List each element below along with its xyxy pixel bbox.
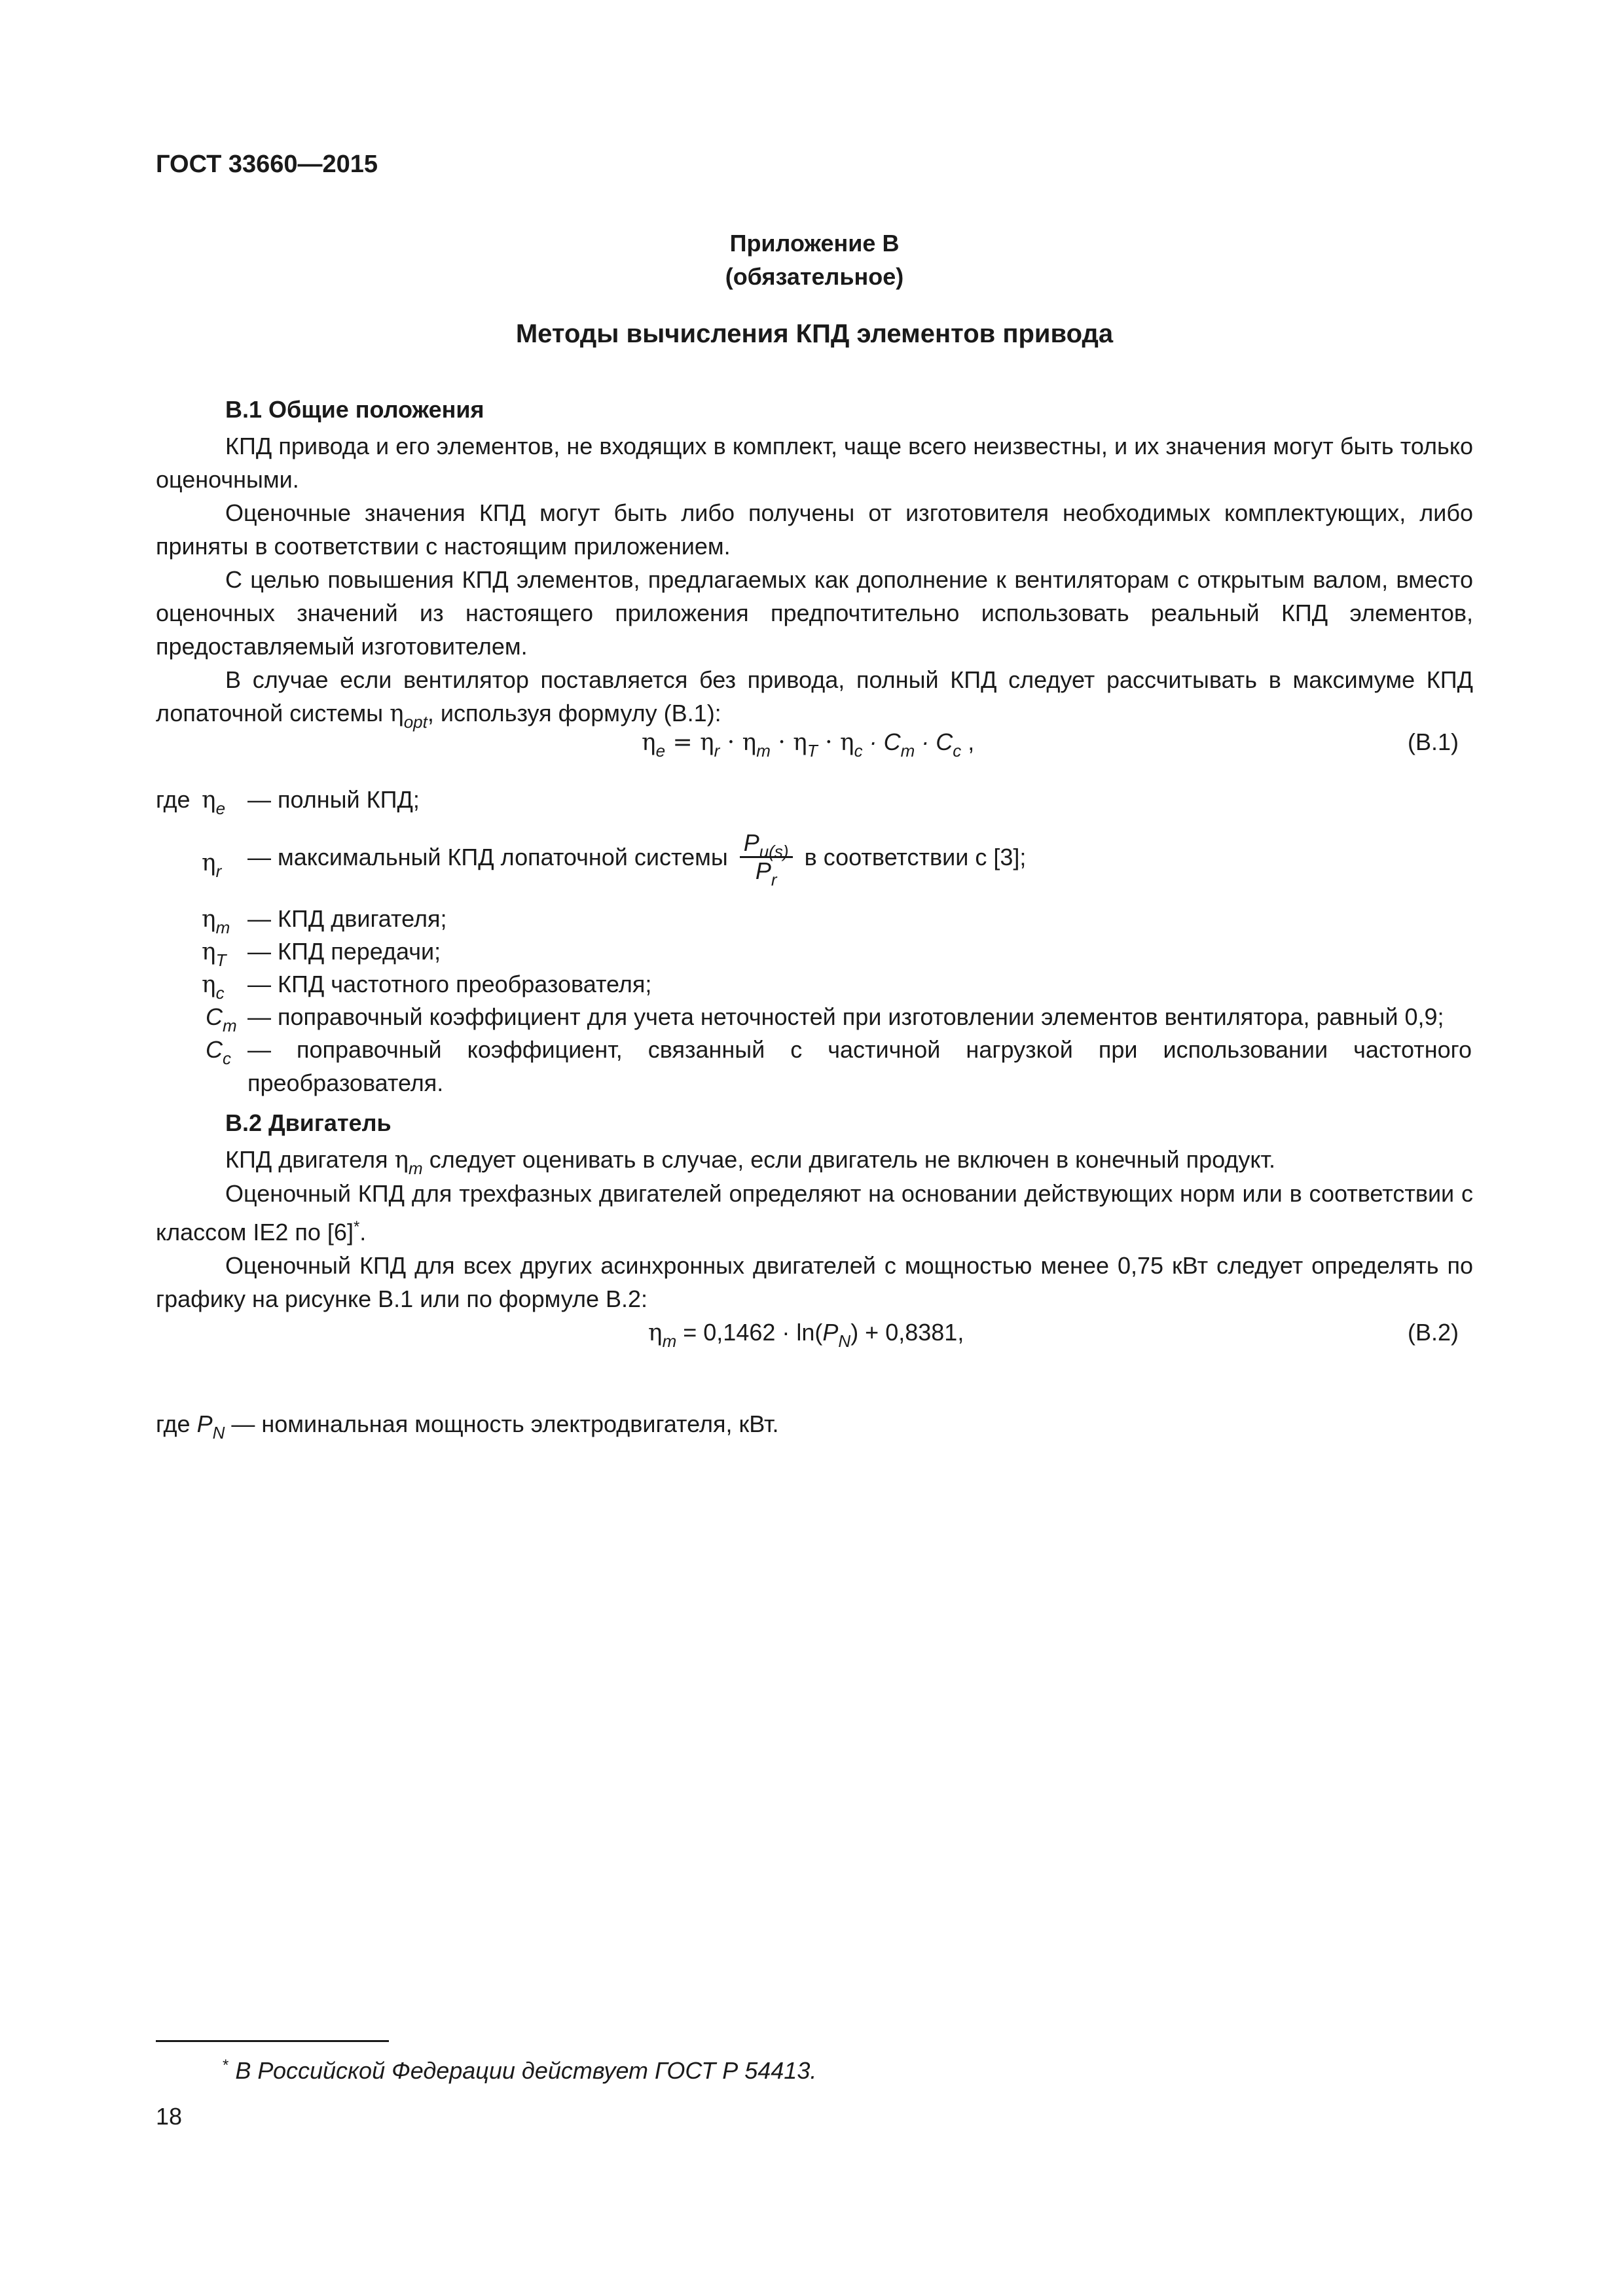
subscript: m bbox=[756, 741, 771, 761]
subscript: opt bbox=[403, 712, 428, 732]
paragraph-text: В случае если вентилятор поставляется без привода, полный КПД следует рассчитывать в максимуме КПД лопаточной системы bbox=[156, 666, 1473, 726]
eta-symbol: η bbox=[202, 850, 216, 876]
footnote-mark: * bbox=[353, 1218, 360, 1236]
eta-symbol: η bbox=[394, 1147, 409, 1174]
formula-b2-number: (В.2) bbox=[1408, 1319, 1459, 1346]
definition-text: — КПД частотного преобразователя; bbox=[247, 971, 652, 997]
subscript: T bbox=[807, 741, 818, 761]
formula-b1 bbox=[642, 725, 974, 759]
subscript: r bbox=[215, 861, 222, 881]
page-number: 18 bbox=[156, 2103, 183, 2130]
subscript: m bbox=[900, 741, 915, 761]
subscript: e bbox=[655, 741, 666, 761]
symbol: C bbox=[206, 1003, 223, 1030]
formula-part: · C bbox=[862, 728, 901, 755]
symbol: P bbox=[743, 829, 759, 856]
definition-row bbox=[156, 1407, 779, 1441]
subscript: N bbox=[838, 1331, 851, 1351]
subscript: c bbox=[223, 1049, 231, 1068]
paragraph-text: Оценочный КПД для трехфазных двигателей определяют на основании действующих норм или в соответствии с классом IE2 по [6] bbox=[156, 1180, 1473, 1246]
subscript: m bbox=[215, 918, 230, 937]
definition-text-part: — максимальный КПД лопаточной системы bbox=[247, 844, 728, 870]
definition-text: — КПД передачи; bbox=[247, 938, 441, 965]
definition-text-part: в соответствии с [3]; bbox=[804, 844, 1027, 870]
formula-b2 bbox=[648, 1316, 964, 1350]
formula-part: · η bbox=[817, 729, 854, 756]
subscript: m bbox=[662, 1331, 677, 1351]
document-id: ГОСТ 33660—2015 bbox=[156, 151, 378, 178]
formula-part: = η bbox=[665, 729, 714, 756]
paragraph: Оценочный КПД для всех других асинхронных двигателей с мощностью менее 0,75 кВт следует определять по графику на рисунке В.1 или по формуле В.2: bbox=[156, 1252, 1473, 1312]
section-b2-body bbox=[156, 1143, 1473, 1316]
subscript: N bbox=[212, 1423, 225, 1443]
formula-part: = 0,1462 · ln( bbox=[676, 1319, 823, 1346]
definition-symbol bbox=[202, 783, 225, 817]
footnote-mark: * bbox=[223, 2056, 229, 2074]
definition-symbol bbox=[206, 1033, 231, 1066]
definition-text: — полный КПД; bbox=[247, 786, 420, 813]
paragraph: КПД привода и его элементов, не входящих в комплект, чаще всего неизвестны, и их значения могут быть только оценочными. bbox=[156, 433, 1473, 493]
appendix-title: Приложение В bbox=[729, 230, 900, 257]
fraction bbox=[740, 829, 793, 889]
fraction-numerator bbox=[740, 829, 793, 861]
section-heading-b1: В.1 Общие положения bbox=[225, 396, 484, 423]
subscript: r bbox=[714, 741, 720, 761]
definition-text: — номинальная мощность электродвигателя, кВт. bbox=[231, 1410, 779, 1437]
footnote-text: В Российской Федерации действует ГОСТ Р 54413. bbox=[235, 2057, 817, 2084]
eta-symbol: η bbox=[202, 787, 216, 814]
subscript: m bbox=[223, 1016, 237, 1035]
definition-text bbox=[247, 829, 1027, 889]
eta-symbol: η bbox=[648, 1319, 663, 1346]
definition-symbol bbox=[202, 935, 226, 969]
definition-symbol bbox=[206, 1000, 237, 1033]
section-b1-body bbox=[156, 429, 1473, 730]
paragraph bbox=[156, 1143, 1473, 1177]
formula-part: · η bbox=[770, 729, 807, 756]
paragraph-text: КПД двигателя bbox=[225, 1146, 388, 1173]
paragraph bbox=[156, 663, 1473, 730]
where-label: где bbox=[156, 1410, 191, 1437]
subscript: u(s) bbox=[759, 842, 789, 861]
definition-text: — поправочный коэффициент, связанный с частичной нагрузкой при использовании частотного преобразователя. bbox=[247, 1036, 1472, 1096]
main-title: Методы вычисления КПД элементов привода bbox=[515, 319, 1114, 348]
footnote-divider bbox=[156, 2040, 389, 2042]
formula-part: · η bbox=[720, 729, 757, 756]
subscript: r bbox=[771, 870, 777, 889]
definition-text: — поправочный коэффициент для учета неточностей при изготовлении элементов вентилятора, равный 0,9; bbox=[247, 1003, 1444, 1030]
symbol: P bbox=[822, 1319, 839, 1346]
paragraph-text: . bbox=[359, 1219, 367, 1246]
fraction-denominator bbox=[740, 857, 793, 889]
paragraph-text: , используя формулу (В.1): bbox=[427, 700, 721, 726]
where-label: где bbox=[156, 786, 191, 813]
eta-symbol: η bbox=[390, 700, 404, 727]
eta-symbol: η bbox=[202, 939, 216, 965]
subscript: c bbox=[854, 741, 863, 761]
definition-symbol bbox=[202, 967, 225, 1001]
subscript: e bbox=[215, 798, 226, 818]
paragraph-text: следует оценивать в случае, если двигатель не включен в конечный продукт. bbox=[429, 1146, 1275, 1173]
formula-b1-number: (В.1) bbox=[1408, 728, 1459, 755]
formula-part: ) + 0,8381, bbox=[850, 1319, 964, 1346]
definition-symbol bbox=[202, 846, 221, 880]
eta-symbol: η bbox=[202, 906, 216, 933]
appendix-status: (обязательное) bbox=[725, 263, 904, 290]
subscript: T bbox=[215, 950, 227, 970]
subscript: c bbox=[953, 741, 962, 761]
symbol: P bbox=[755, 857, 771, 884]
symbol: C bbox=[206, 1036, 223, 1063]
definition-text: — КПД двигателя; bbox=[247, 905, 447, 932]
eta-symbol: η bbox=[202, 971, 216, 998]
subscript: m bbox=[409, 1158, 423, 1178]
paragraph: Оценочные значения КПД могут быть либо получены от изготовителя необходимых комплектующих, либо приняты в соответствии с настоящим приложением. bbox=[156, 499, 1473, 560]
section-heading-b2: В.2 Двигатель bbox=[225, 1109, 392, 1136]
formula-part: , bbox=[961, 728, 975, 755]
eta-symbol: η bbox=[642, 729, 656, 756]
paragraph bbox=[156, 1177, 1473, 1249]
formula-part: · C bbox=[915, 728, 953, 755]
paragraph: С целью повышения КПД элементов, предлагаемых как дополнение к вентиляторам с открытым валом, вместо оценочных значений из настоящего приложения предпочтительно использовать реальный КПД элементов, предоставляемый изготовителем. bbox=[156, 566, 1473, 660]
definition-row bbox=[156, 830, 1473, 895]
definition-symbol bbox=[202, 902, 230, 936]
footnote bbox=[223, 2049, 816, 2087]
subscript: c bbox=[215, 983, 225, 1003]
symbol: P bbox=[196, 1410, 213, 1437]
